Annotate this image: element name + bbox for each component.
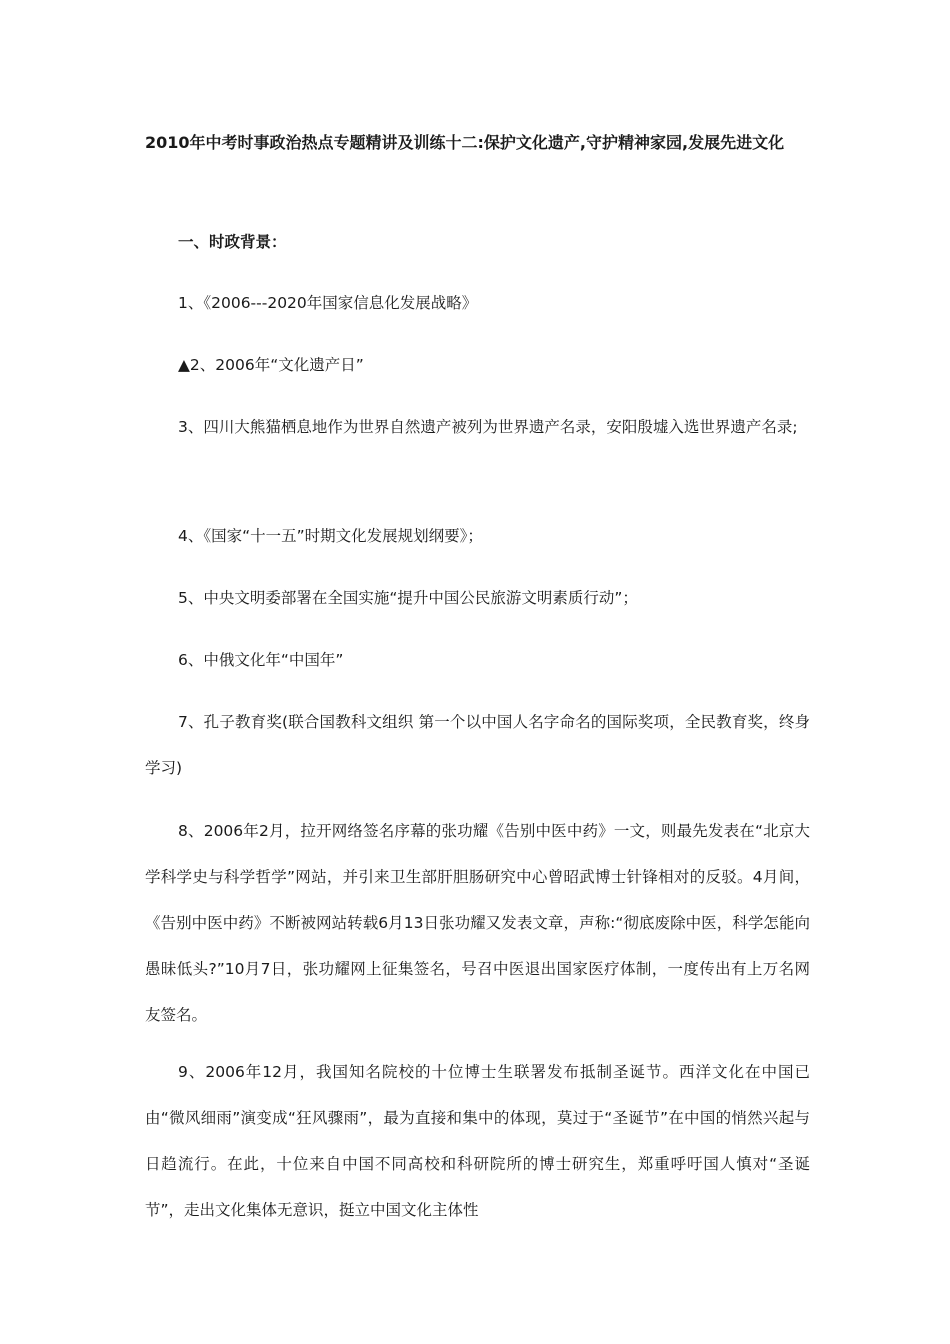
list-item: 3、四川大熊猫栖息地作为世界自然遗产被列为世界遗产名录，安阳殷墟入选世界遗产名录; <box>178 418 798 436</box>
list-item: 1、《2006---2020年国家信息化发展战略》 <box>178 294 478 312</box>
list-item: 4、《国家“十一五”时期文化发展规划纲要》； <box>178 527 483 545</box>
list-item: 9、2006年12月，我国知名院校的十位博士生联署发布抵制圣诞节。西洋文化在中国已由“微风细雨”演变成“狂风骤雨”，最为直接和集中的体现，莫过于“圣诞节”在中国的悄然兴起与日趋流行。在此，十位来自中国不同高校和科研院所的博士研究生，郑重呼吁国人慎对“圣诞节”，走出文化集体无意识，挺立中国文化主体性 <box>145 1063 810 1219</box>
list-item: 7、孔子教育奖(联合国教科文组织 第一个以中国人名字命名的国际奖项，全民教育奖，终身学习) <box>145 713 810 777</box>
section-heading: 一、时政背景： <box>178 233 287 251</box>
document-title: 2010年中考时事政治热点专题精讲及训练十二:保护文化遗产,守护精神家园,发展先进文化 <box>145 133 785 152</box>
list-item: 5、中央文明委部署在全国实施“提升中国公民旅游文明素质行动”； <box>178 589 638 607</box>
list-item: 8、2006年2月，拉开网络签名序幕的张功耀《告别中医中药》一文，则最先发表在“北京大学科学史与科学哲学”网站，并引来卫生部肝胆肠研究中心曾昭武博士针锋相对的反驳。4月间，《告别中医中药》不断被网站转载6月13日张功耀又发表文章，声称:“彻底废除中医，科学怎能向愚昧低头?”10月7日，张功耀网上征集签名，号召中医退出国家医疗体制，一度传出有上万名网友签名。 <box>145 822 810 1024</box>
list-item: ▲2、2006年“文化遗产日” <box>178 356 364 374</box>
list-item: 6、中俄文化年“中国年” <box>178 651 344 669</box>
